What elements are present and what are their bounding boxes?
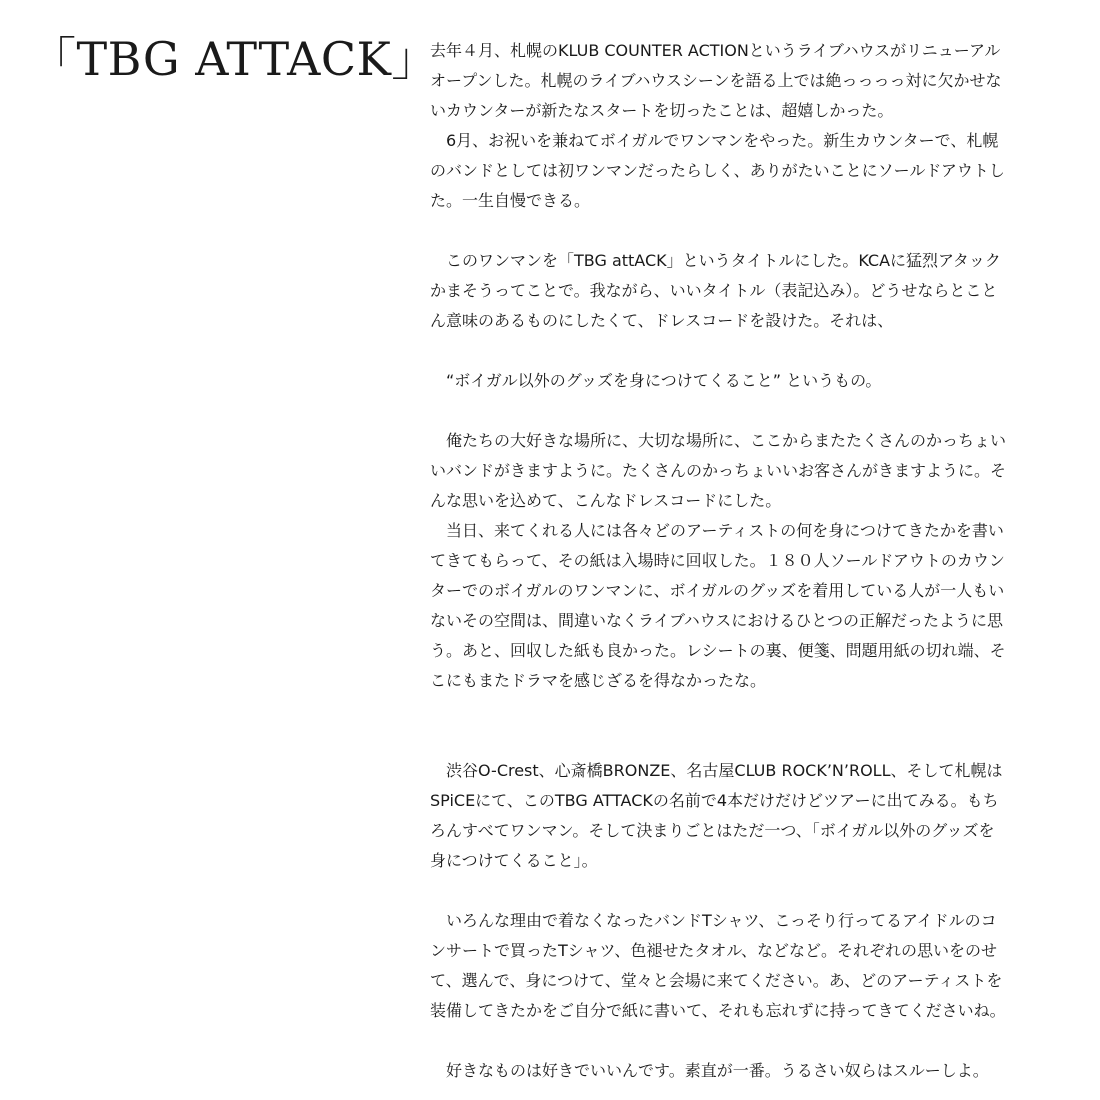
text-line: ろんすべてワンマン。そして決まりごとはただ一つ、「ボイガル以外のグッズを	[430, 821, 995, 840]
paragraph	[430, 1056, 1060, 1086]
text-line: かまそうってことで。我ながら、いいタイトル（表記込み）。どうせならとこと	[430, 281, 998, 300]
paragraph-gap	[430, 216, 1060, 246]
text-line: いろんな理由で着なくなったバンドTシャツ、こっそり行ってるアイドルのコ	[430, 911, 997, 930]
text-line: SPiCEにて、このTBG ATTACKの名前で4本だけだけどツアーに出てみる。もち	[430, 791, 999, 810]
text-line: オープンした。札幌のライブハウスシーンを語る上では絶っっっっ対に欠かせな	[430, 71, 1002, 90]
text-line: 俺たちの大好きな場所に、大切な場所に、ここからまたたくさんのかっちょい	[430, 431, 1007, 450]
text-line: た。一生自慢できる。	[430, 191, 591, 210]
text-line: このワンマンを「TBG attACK」というタイトルにした。KCAに猛烈アタック	[430, 251, 1001, 270]
text-line: のバンドとしては初ワンマンだったらしく、ありがたいことにソールドアウトし	[430, 161, 1005, 180]
paragraph	[430, 366, 1060, 396]
text-line: 身につけてくること」。	[430, 851, 598, 870]
text-line: う。あと、回収した紙も良かった。レシートの裏、便箋、問題用紙の切れ端、そ	[430, 641, 1006, 660]
article-body	[430, 36, 1060, 1086]
paragraph	[430, 426, 1060, 516]
text-line: こにもまたドラマを感じざるを得なかったな。	[430, 671, 767, 690]
text-line: ターでのボイガルのワンマンに、ボイガルのグッズを着用している人が一人もい	[430, 581, 1005, 600]
text-line: ん意味のあるものにしたくて、ドレスコードを設けた。それは、	[430, 311, 894, 330]
paragraph	[430, 756, 1060, 876]
paragraph-gap	[430, 696, 1060, 756]
text-line: ないその空間は、間違いなくライブハウスにおけるひとつの正解だったように思	[430, 611, 1003, 630]
text-line: いバンドがきますように。たくさんのかっちょいいお客さんがきますように。そ	[430, 461, 1007, 480]
paragraph-gap	[430, 876, 1060, 906]
paragraph-gap	[430, 1026, 1060, 1056]
text-line: 渋谷O-Crest、心斎橋BRONZE、名古屋CLUB ROCK’N’ROLL、そして札幌は	[430, 761, 1003, 780]
text-line: 去年４月、札幌のKLUB COUNTER ACTIONというライブハウスがリニューアル	[430, 41, 1001, 60]
text-line: 当日、来てくれる人には各々どのアーティストの何を身につけてきたかを書い	[430, 521, 1004, 540]
text-line: いカウンターが新たなスタートを切ったことは、超嬉しかった。	[430, 101, 894, 120]
paragraph-gap	[430, 396, 1060, 426]
text-line: んな思いを込めて、こんなドレスコードにした。	[430, 491, 782, 510]
paragraph	[430, 516, 1060, 696]
paragraph	[430, 246, 1060, 336]
text-line: “ボイガル以外のグッズを身につけてくること” というもの。	[430, 371, 882, 390]
paragraph	[430, 906, 1060, 1026]
text-line: 好きなものは好きでいいんです。素直が一番。うるさい奴らはスルーしよ。	[430, 1061, 989, 1080]
text-line: て、選んで、身につけて、堂々と会場に来てください。あ、どのアーティストを	[430, 971, 1003, 990]
text-line: 6月、お祝いを兼ねてボイガルでワンマンをやった。新生カウンターで、札幌	[430, 131, 999, 150]
paragraph	[430, 126, 1060, 216]
text-line: てきてもらって、その紙は入場時に回収した。１８０人ソールドアウトのカウン	[430, 551, 1005, 570]
paragraph-gap	[430, 336, 1060, 366]
paragraph	[430, 36, 1060, 126]
article-title: 「TBG ATTACK」	[30, 32, 438, 86]
text-line: ンサートで買ったTシャツ、色褪せたタオル、などなど。それぞれの思いをのせ	[430, 941, 998, 960]
text-line: 装備してきたかをご自分で紙に書いて、それも忘れずに持ってきてくださいね。	[430, 1001, 1006, 1020]
